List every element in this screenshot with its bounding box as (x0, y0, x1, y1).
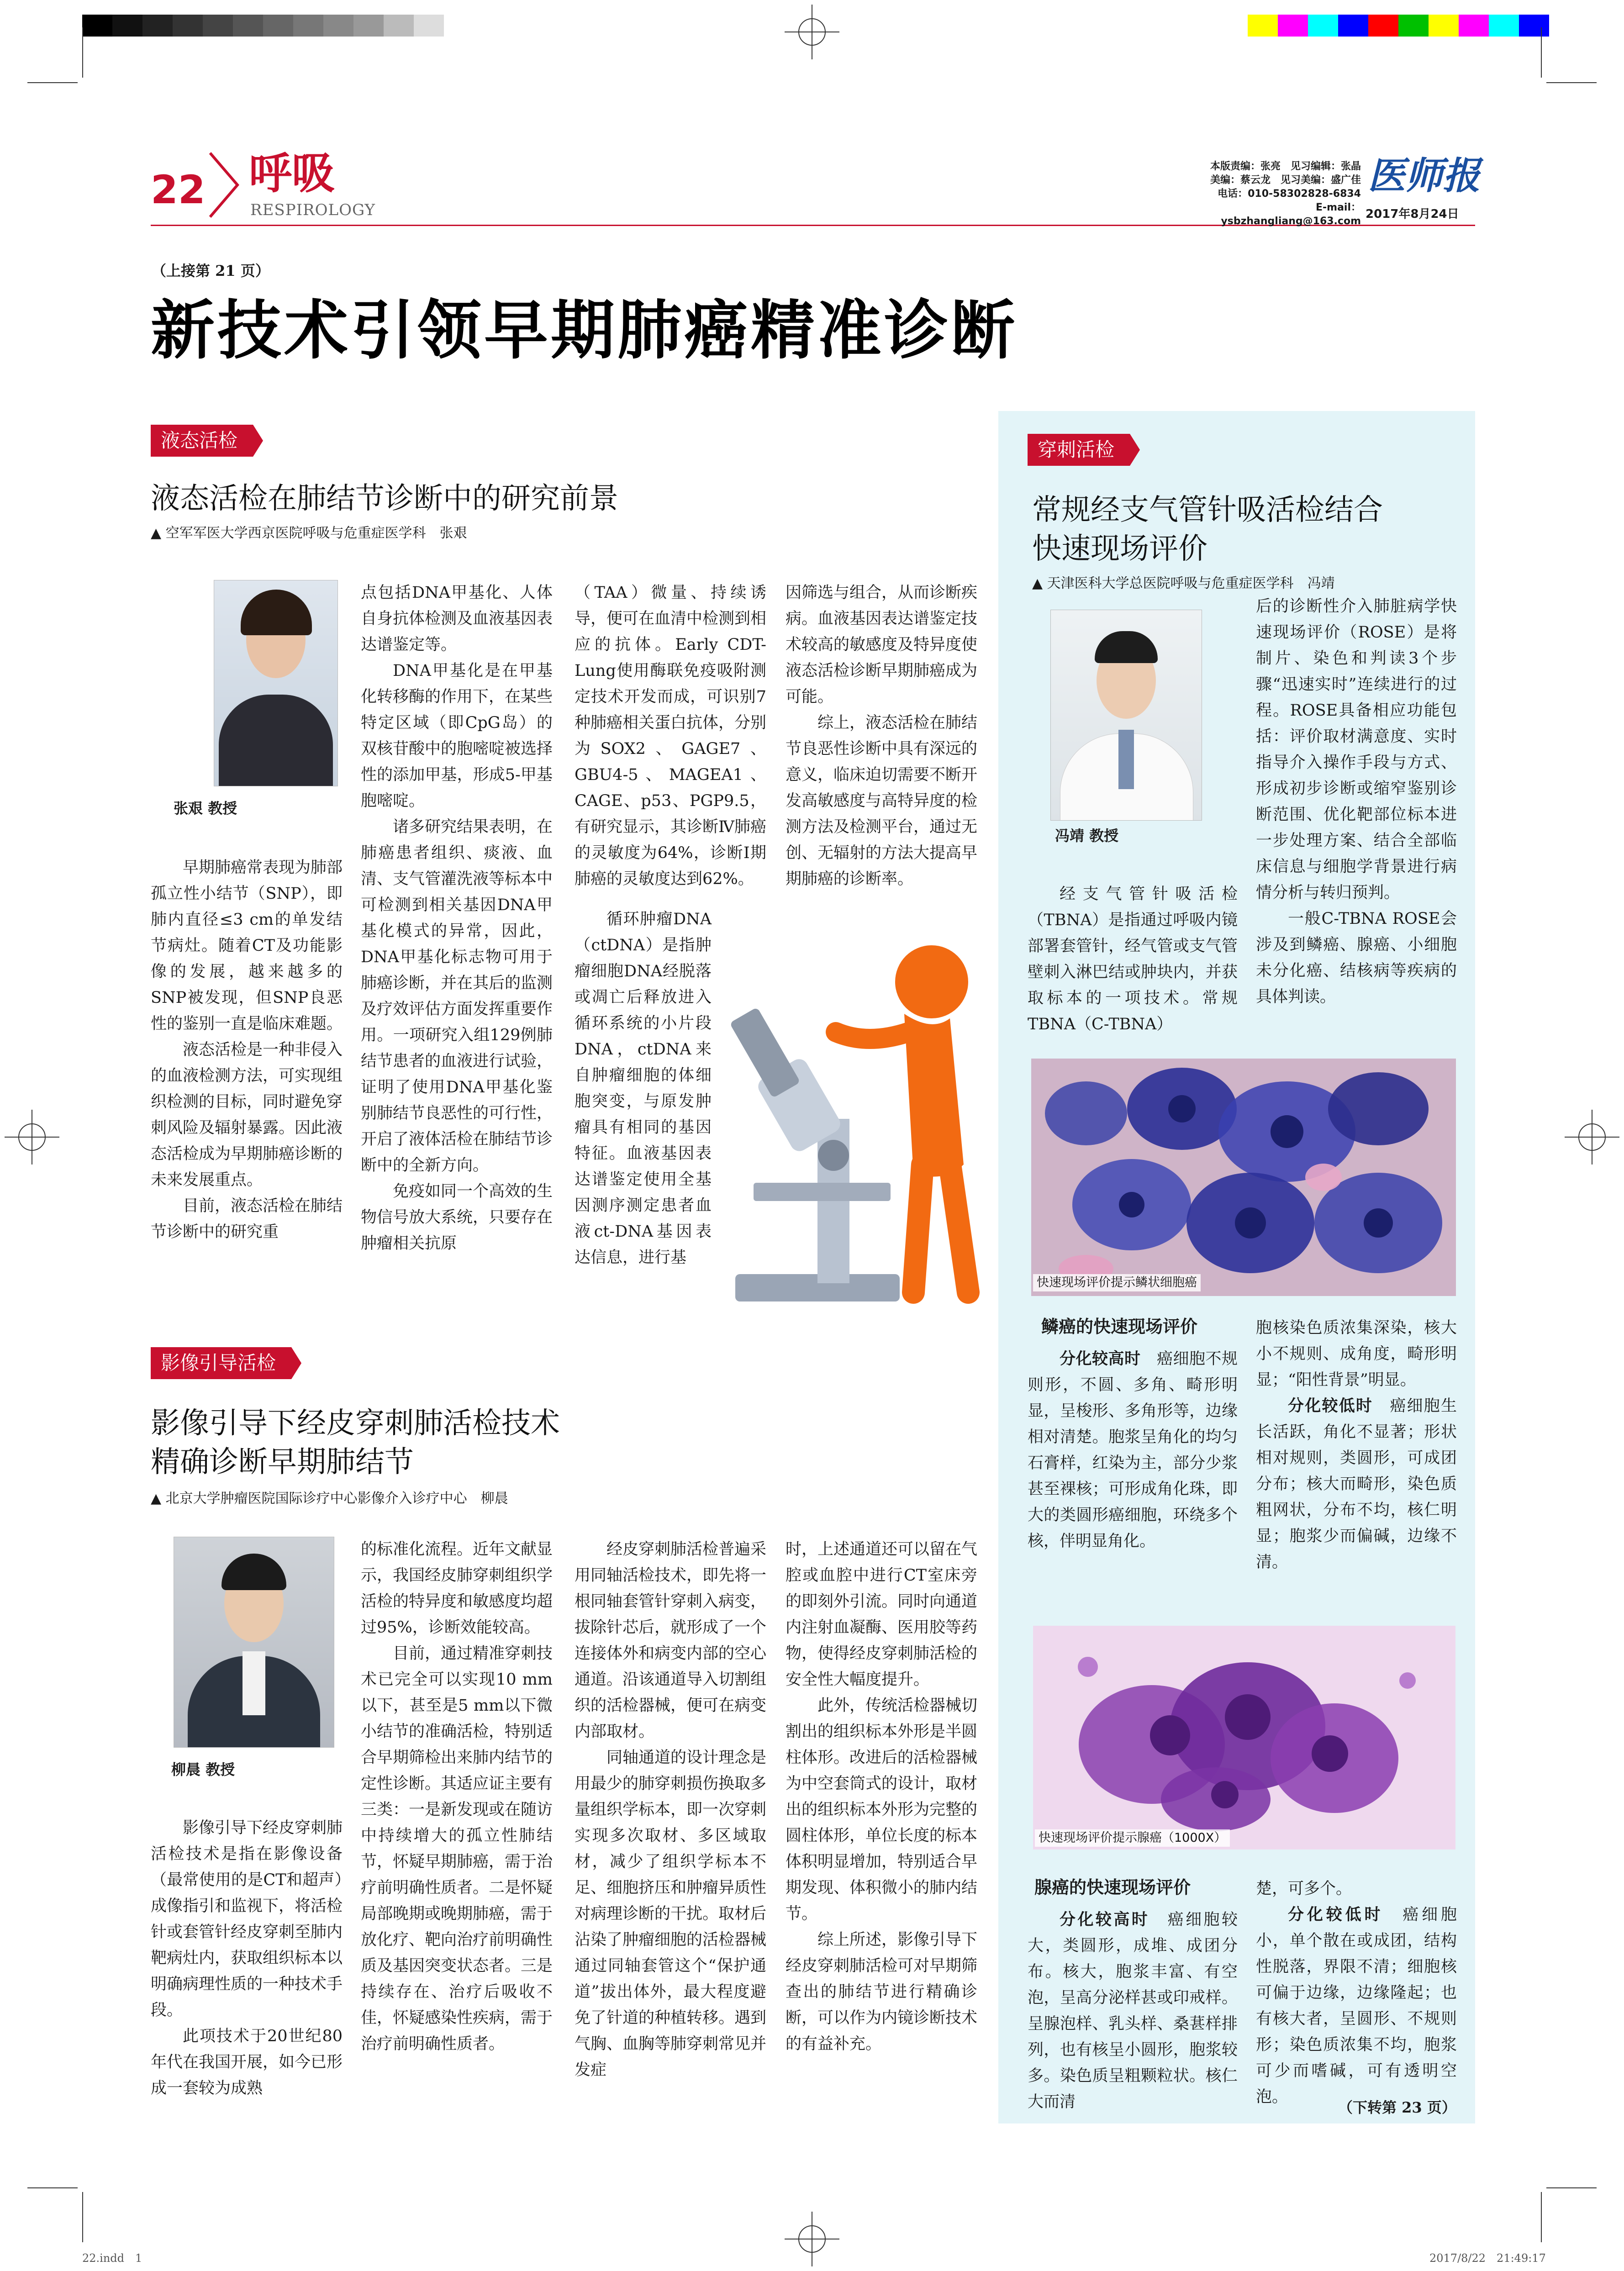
crop-mark (1546, 2187, 1597, 2188)
byline-imaging: ▲ 北京大学肿瘤医院国际诊疗中心影像介入诊疗中心 柳晨 (151, 1491, 508, 1507)
author-photo (174, 1537, 334, 1748)
staff-info: 本版责编：张亮 见习编辑：张晶 美编：蔡云龙 见习美编：盛广佳 电话：010-58302828-6834 E-mail：ysbzhangliang@163.com (1210, 161, 1361, 227)
registration-mark (785, 5, 839, 59)
column-text: 点包括DNA甲基化、人体自身抗体检测及血液基因表达谱鉴定等。 DNA甲基化是在甲基化转移酶的作用下，在某些特定区域（即CpG岛）的双核苷酸中的胞嘧啶被选择性的添加甲基，形成5-甲基胞嘧啶。 诸多研究结果表明，在肺癌患者组织、痰液、血清、支气管灌洗液等标本中可检测到相关基因DNA甲基化模式的异常，因此，DNA甲基化标志物可用于肺癌诊断，并在其后的监测及疗效评估方面发挥重要作用。一项研究入组129例肺结节患者的血液进行试验，证明了使用DNA甲基化鉴别肺结节良恶性的可行性，开启了液体活检在肺结节诊断中的全新方向。 免疫如同一个高效的生物信号放大系统，只要存在肿瘤相关抗原 (361, 584, 553, 1253)
column-text: 分化较高时 癌细胞不规则形，不圆、多角、畸形明显，呈梭形、多角形等，边缘相对清楚。胞浆呈角化的均匀石膏样，红染为主，部分少浆甚至裸核；可形成角化珠，即大的类圆形癌细胞，环绕多个核，伴明显角化。 (1028, 1350, 1238, 1550)
continued-from: （上接第 21 页） (152, 262, 270, 279)
micrograph-adenocarcinoma (1033, 1626, 1455, 1849)
microscope-illustration (717, 927, 991, 1315)
color-swatch (1459, 15, 1489, 37)
section-title-en: RESPIROLOGY (250, 201, 375, 219)
subheading-squamous: 鳞癌的快速现场评价 (1041, 1317, 1198, 1337)
article-title-imaging-line1: 影像引导下经皮穿刺肺活检技术 (151, 1407, 560, 1440)
gray-swatch (414, 15, 444, 37)
chevron-right-icon (206, 151, 242, 219)
issue-date: 2017年8月24日 (1366, 207, 1459, 221)
registration-mark (5, 1110, 59, 1164)
color-swatch (1398, 15, 1429, 37)
crop-mark (82, 2192, 83, 2242)
gray-swatch (263, 15, 293, 37)
masthead-logo: 医师报 (1368, 154, 1480, 198)
page-number: 22 (151, 167, 206, 213)
color-swatch (1368, 15, 1398, 37)
section-title: 呼吸 (249, 149, 335, 199)
column-text: 循环肿瘤DNA（ctDNA）是指肿瘤细胞DNA经脱落或凋亡后释放进入循环系统的小片段DNA，ctDNA来自肿瘤细胞的体细胞突变，与原发肿瘤具有相同的基因特征。血液基因表达谱鉴定使用全基因测序测定患者血液ct-DNA基因表达信息，进行基 (575, 910, 712, 1267)
article-title-liquid: 液态活检在肺结节诊断中的研究前景 (151, 482, 618, 516)
gray-swatch (203, 15, 233, 37)
column-text: 因筛选与组合，从而诊断疾病。血液基因表达谱鉴定技术较高的敏感度及特异度使液态活检诊断早期肺癌成为可能。 综上，液态活检在肺结节良恶性诊断中具有深远的意义，临床迫切需要不断开发高敏感度与高特异度的检测方法及检测平台，通过无创、无辐射的方法大提高早期肺癌的诊断率。 (786, 584, 978, 888)
color-swatch (1519, 15, 1549, 37)
micrograph-squamous (1031, 1059, 1456, 1296)
column-text: 时，上述通道还可以留在气腔或血腔中进行CT室床旁的即刻外引流。同时向通道内注射血凝酶、医用胶等药物，使得经皮穿刺肺活检的安全性大幅度提升。 此外，传统活检器械切割出的组织标本外形是半圆柱体形。改进后的活检器械为中空套筒式的设计，取材出的组织标本外形为完整的圆柱体形，单位长度的标本体积明显增加，特别适合早期发现、体积微小的肺内结节。 综上所述，影像引导下经皮穿刺肺活检可对早期筛查出的肺结节进行精确诊断，可以作为内镜诊断技术的有益补充。 (786, 1540, 978, 2053)
crop-mark (27, 82, 78, 83)
crop-mark (1541, 2192, 1542, 2242)
gray-swatch (384, 15, 414, 37)
color-swatch (1338, 15, 1368, 37)
color-swatch (1248, 15, 1278, 37)
column-text: 分化较高时 癌细胞较大，类圆形，成堆、成团分布。核大，胞浆丰富、有空泡，呈高分泌样甚或印戒样。呈腺泡样、乳头样、桑葚样排列，也有核呈小圆形，胞浆较多。染色质呈粗颗粒状。核仁大而清 (1028, 1911, 1238, 2111)
section-tag-liquid: 液态活检 (151, 425, 253, 457)
gray-swatch (353, 15, 384, 37)
footer-file: 22.indd 1 (82, 2252, 142, 2265)
photo-caption: 张艰 教授 (174, 800, 237, 817)
column-text: 后的诊断性介入肺脏病学快速现场评价（ROSE）是将制片、染色和判读3个步骤“迅速实时”连续进行的过程。ROSE具备相应功能包括：评价取材满意度、实时指导介入操作手段与方式、形成初步诊断或缩窄鉴别诊断范围、优化靶部位标本进一步处理方案、结合全部临床信息与细胞学背景进行病情分析与转归预判。 一般C-TBNA ROSE会涉及到鳞癌、腺癌、小细胞未分化癌、结核病等疾病的具体判读。 (1256, 597, 1457, 1006)
column-text: （TAA）微量、持续诱导，便可在血清中检测到相应的抗体。Early CDT-Lung使用酶联免疫吸附测定技术开发而成，可识别7种肺癌相关蛋白抗体，分别为SOX2、GAGE7、GBU4-5、MAGEA1、CAGE、p53、PGP9.5，有研究显示，其诊断Ⅳ肺癌的灵敏度为64%，诊断Ⅰ期肺癌的灵敏度达到62%。 (575, 584, 767, 888)
column-text: 早期肺癌常表现为肺部孤立性小结节（SNP），即肺内直径≤3 cm的单发结节病灶。随着CT及功能影像的发展，越来越多的SNP被发现，但SNP良恶性的鉴别一直是临床难题。 液态活检是一种非侵入的血液检测方法，可实现组织检测的目标，同时避免穿刺风险及辐射暴露。因此液态活检成为早期肺癌诊断的未来发展重点。 目前，液态活检在肺结节诊断中的研究重 (151, 859, 343, 1241)
color-swatch (1429, 15, 1459, 37)
gray-swatch (82, 15, 112, 37)
continued-to: （下转第 23 页） (1338, 2099, 1456, 2116)
byline-liquid: ▲ 空军军医大学西京医院呼吸与危重症医学科 张艰 (151, 525, 467, 541)
photo-caption: 柳晨 教授 (171, 1761, 235, 1778)
column-text: 胞核染色质浓集深染，核大小不规则、成角度，畸形明显；“阳性背景”明显。 分化较低时 癌细胞生长活跃，角化不显著；形状相对规则，类圆形，可成团分布；核大而畸形，染色质粗网状，分布不均，核仁明显；胞浆少而偏碱，边缘不清。 (1256, 1319, 1457, 1571)
column-text: 影像引导下经皮穿刺肺活检技术是指在影像设备（最常使用的是CT和超声）成像指引和监视下，将活检针或套管针经皮穿刺至肺内靶病灶内，获取组织标本以明确病理性质的一种技术手段。 此项技术于20世纪80年代在我国开展，如今已形成一套较为成熟 (151, 1819, 343, 2097)
gray-swatch (142, 15, 173, 37)
color-swatch (1278, 15, 1308, 37)
column-text: 的标准化流程。近年文献显示，我国经皮肺穿刺组织学活检的特异度和敏感度均超过95%，诊断效能较高。 目前，通过精准穿刺技术已完全可以实现10 mm以下，甚至是5 mm以下微小结节的准确活检，特别适合早期筛检出来肺内结节的定性诊断。其适应证主要有三类：一是新发现或在随访中持续增大的孤立性肺结节，怀疑早期肺癌，需于治疗前明确性质者。二是怀疑局部晚期或晚期肺癌，需于放化疗、靶向治疗前明确性质及基因突变状态者。三是持续存在、治疗后吸收不佳，怀疑感染性疾病，需于治疗前明确性质者。 (361, 1540, 553, 2053)
column-text: 楚，可多个。 分化较低时 癌细胞小，单个散在或成团，结构性脱落，界限不清；细胞核可偏于边缘，边缘隆起；也有核大者，呈圆形、不规则形；染色质浓集不均，胞浆可少而嗜碱，可有透明空泡。 (1256, 1880, 1457, 2106)
author-photo (1050, 610, 1202, 821)
headline: 新技术引领早期肺癌精准诊断 (151, 294, 1018, 368)
column-text: 经皮穿刺肺活检普遍采用同轴活检技术，即先将一根同轴套管针穿刺入病变，拔除针芯后，就形成了一个连接体外和病变内部的空心通道。沿该通道导入切割组织的活检器械，便可在病变内部取材。 同轴通道的设计理念是用最少的肺穿刺损伤换取多量组织学标本，即一次穿刺实现多次取材、多区域取材，减少了组织学标本不足、细胞挤压和肿瘤异质性对病理诊断的干扰。取材后沾染了肿瘤细胞的活检器械通过同轴套管这个“保护通道”拔出体外，最大程度避免了针道的种植转移。遇到气胸、血胸等肺穿刺常见并发症 (575, 1540, 767, 2079)
color-swatch (1308, 15, 1338, 37)
gray-swatch (173, 15, 203, 37)
column-text: 经支气管针吸活检（TBNA）是指通过呼吸内镜部署套管针，经气管或支气管壁刺入淋巴结或肿块内，并获取标本的一项技术。常规TBNA（C-TBNA） (1028, 885, 1238, 1033)
color-swatch (1489, 15, 1519, 37)
footer-timestamp: 2017/8/22 21:49:17 (1429, 2252, 1546, 2265)
registration-mark (1565, 1110, 1619, 1164)
crop-mark (82, 27, 83, 78)
registration-mark (785, 2212, 839, 2266)
gray-swatch (233, 15, 263, 37)
gray-swatch (112, 15, 142, 37)
article-title-puncture-line2: 快速现场评价 (1032, 532, 1207, 566)
photo-caption: 冯靖 教授 (1055, 827, 1119, 844)
figure-caption: 快速现场评价提示腺癌（1000X） (1035, 1829, 1230, 1847)
byline-puncture: ▲ 天津医科大学总医院呼吸与危重症医学科 冯靖 (1032, 575, 1335, 591)
figure-caption: 快速现场评价提示鳞状细胞癌 (1033, 1274, 1201, 1291)
crop-mark (27, 2187, 78, 2188)
subheading-adeno: 腺癌的快速现场评价 (1034, 1877, 1191, 1897)
article-title-puncture-line1: 常规经支气管针吸活检结合 (1032, 493, 1383, 527)
crop-mark (1546, 82, 1597, 83)
section-tag-puncture: 穿刺活检 (1028, 434, 1130, 466)
crop-mark (1541, 27, 1542, 78)
gray-swatch (323, 15, 353, 37)
author-photo (214, 580, 338, 786)
article-title-imaging-line2: 精确诊断早期肺结节 (151, 1445, 414, 1479)
section-tag-imaging: 影像引导活检 (151, 1347, 291, 1379)
gray-swatch (293, 15, 323, 37)
